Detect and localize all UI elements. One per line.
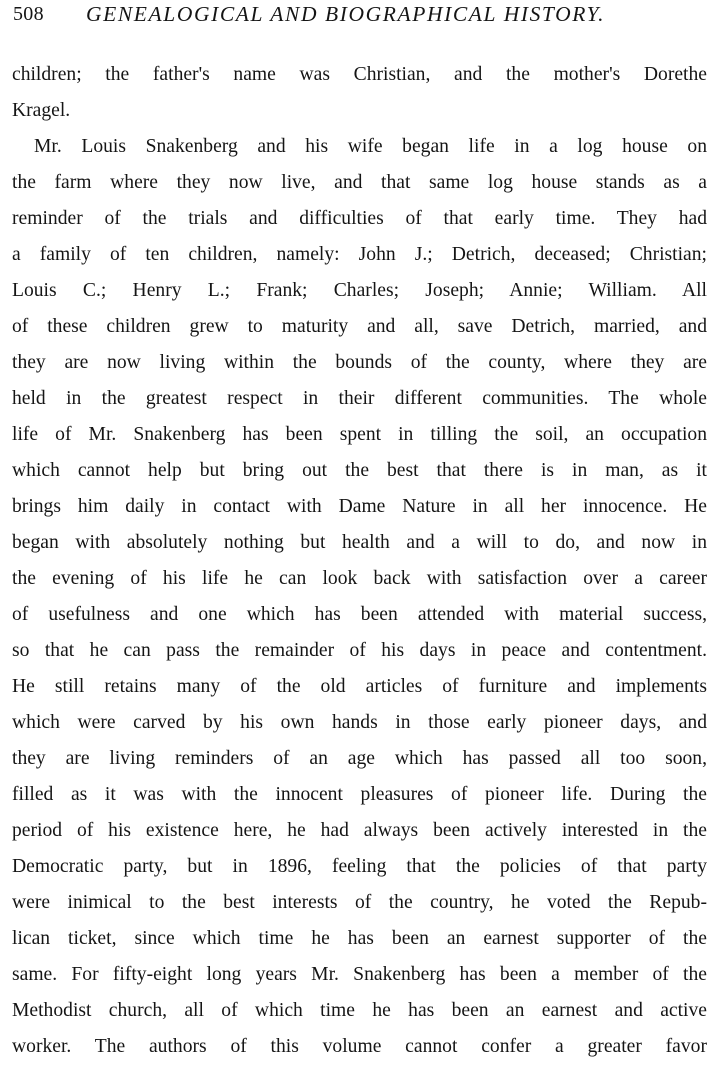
- text-line: Democratic party, but in 1896, feeling that the policies of that party: [12, 856, 707, 877]
- text-line: period of his existence here, he had always been actively interested in the: [12, 820, 707, 841]
- text-line: they are now living within the bounds of the county, where they are: [12, 352, 707, 373]
- text-line: held in the greatest respect in their different communities. The whole: [12, 388, 707, 409]
- text-line: worker. The authors of this volume cannot confer a greater favor: [12, 1036, 707, 1057]
- text-line: same. For fifty-eight long years Mr. Snakenberg has been a member of the: [12, 964, 707, 985]
- text-line: which cannot help but bring out the best that there is in man, as it: [12, 460, 707, 481]
- text-line: Mr. Louis Snakenberg and his wife began life in a log house on: [34, 136, 707, 157]
- text-line: began with absolutely nothing but health and a will to do, and now in: [12, 532, 707, 553]
- running-head: GENEALOGICAL AND BIOGRAPHICAL HISTORY.: [86, 2, 606, 26]
- text-line: so that he can pass the remainder of his days in peace and contentment.: [12, 640, 707, 661]
- page-number: 508: [13, 3, 44, 25]
- text-line: the evening of his life he can look back with satisfaction over a career: [12, 568, 707, 589]
- page-header: [13, 3, 708, 33]
- text-line: children; the father's name was Christian, and the mother's Dorethe: [12, 64, 707, 85]
- text-line: which were carved by his own hands in those early pioneer days, and: [12, 712, 707, 733]
- text-line: filled as it was with the innocent pleasures of pioneer life. During the: [12, 784, 707, 805]
- text-line: brings him daily in contact with Dame Nature in all her innocence. He: [12, 496, 707, 517]
- text-line: were inimical to the best interests of the country, he voted the Repub-: [12, 892, 707, 913]
- text-line: Louis C.; Henry L.; Frank; Charles; Joseph; Annie; William. All: [12, 280, 707, 301]
- text-line: He still retains many of the old articles of furniture and implements: [12, 676, 707, 697]
- text-line: lican ticket, since which time he has been an earnest supporter of the: [12, 928, 707, 949]
- text-line: Methodist church, all of which time he has been an earnest and active: [12, 1000, 707, 1021]
- text-line: of usefulness and one which has been attended with material success,: [12, 604, 707, 625]
- text-line: reminder of the trials and difficulties of that early time. They had: [12, 208, 707, 229]
- text-line: Kragel.: [12, 100, 71, 121]
- text-line: the farm where they now live, and that same log house stands as a: [12, 172, 707, 193]
- text-line: life of Mr. Snakenberg has been spent in tilling the soil, an occupation: [12, 424, 707, 445]
- text-line: a family of ten children, namely: John J.; Detrich, deceased; Christian;: [12, 244, 707, 265]
- text-line: they are living reminders of an age which has passed all too soon,: [12, 748, 707, 769]
- text-line: of these children grew to maturity and all, save Detrich, married, and: [12, 316, 707, 337]
